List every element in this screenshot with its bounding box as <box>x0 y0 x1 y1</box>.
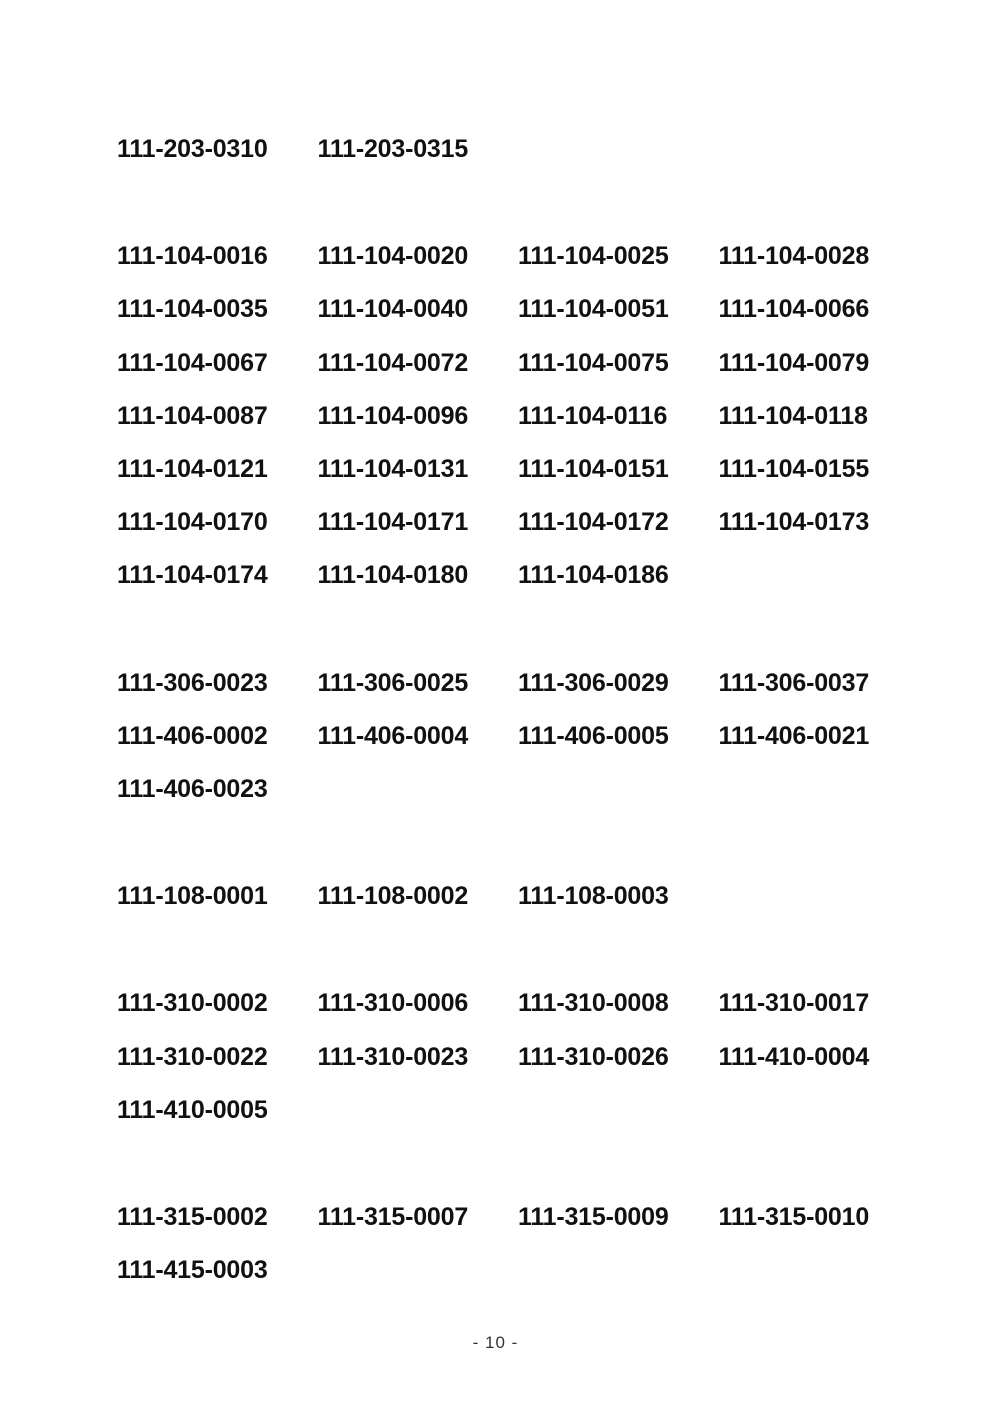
number-row <box>117 496 937 549</box>
reference-number: 111-306-0037 <box>718 668 870 697</box>
reference-number: 111-306-0025 <box>317 668 469 697</box>
reference-number: 111-406-0023 <box>117 774 268 803</box>
reference-number: 111-104-0118 <box>718 401 868 430</box>
reference-number: 111-306-0023 <box>117 668 268 697</box>
number-row <box>117 390 937 443</box>
reference-number: 111-104-0096 <box>317 401 469 430</box>
reference-number: 111-104-0151 <box>518 455 669 484</box>
page-number: - 10 - <box>472 1333 519 1352</box>
reference-number: 111-104-0172 <box>518 508 669 537</box>
number-row <box>117 549 937 602</box>
reference-number: 111-310-0026 <box>518 1042 669 1071</box>
reference-number: 111-108-0002 <box>317 882 469 911</box>
number-row <box>117 977 937 1030</box>
reference-number: 111-410-0005 <box>117 1095 268 1124</box>
reference-number: 111-104-0067 <box>117 348 268 377</box>
reference-number: 111-315-0002 <box>117 1202 268 1231</box>
reference-number: 111-310-0023 <box>317 1042 469 1071</box>
reference-number: 111-310-0002 <box>117 989 268 1018</box>
number-row <box>117 1191 937 1244</box>
reference-number: 111-104-0051 <box>518 295 669 324</box>
reference-number: 111-415-0003 <box>117 1256 268 1285</box>
reference-number: 111-203-0315 <box>317 135 469 164</box>
reference-number: 111-310-0022 <box>117 1042 268 1071</box>
reference-number: 111-315-0007 <box>317 1202 469 1231</box>
reference-number: 111-104-0016 <box>117 242 268 271</box>
number-group <box>117 657 937 817</box>
reference-number: 111-310-0017 <box>718 989 870 1018</box>
reference-number: 111-104-0028 <box>718 242 870 271</box>
reference-number: 111-104-0072 <box>317 348 469 377</box>
number-group <box>117 230 937 602</box>
reference-number: 111-104-0155 <box>718 455 870 484</box>
reference-number: 111-315-0009 <box>518 1202 669 1231</box>
reference-number: 111-104-0025 <box>518 242 669 271</box>
number-group <box>117 977 937 1137</box>
number-row <box>117 230 937 283</box>
number-row <box>117 870 937 923</box>
reference-number: 111-104-0170 <box>117 508 268 537</box>
number-row <box>117 283 937 336</box>
reference-number: 111-310-0006 <box>317 989 469 1018</box>
reference-number: 111-108-0001 <box>117 882 268 911</box>
reference-number: 111-104-0079 <box>718 348 870 377</box>
reference-number: 111-104-0171 <box>317 508 469 537</box>
reference-number: 111-410-0004 <box>718 1042 870 1071</box>
reference-number: 111-104-0180 <box>317 561 469 590</box>
number-row <box>117 123 937 176</box>
reference-number: 111-406-0005 <box>518 721 669 750</box>
reference-number: 111-104-0173 <box>718 508 870 537</box>
reference-number: 111-104-0040 <box>317 295 469 324</box>
reference-number: 111-315-0010 <box>718 1202 870 1231</box>
reference-number: 111-406-0002 <box>117 721 268 750</box>
number-row <box>117 337 937 390</box>
reference-number: 111-104-0116 <box>518 401 668 430</box>
reference-number: 111-104-0131 <box>317 455 469 484</box>
reference-number: 111-104-0075 <box>518 348 669 377</box>
reference-number: 111-406-0021 <box>718 721 870 750</box>
reference-number: 111-104-0087 <box>117 401 268 430</box>
number-row <box>117 1244 937 1297</box>
number-row <box>117 763 937 816</box>
reference-number: 111-104-0020 <box>317 242 469 271</box>
number-group <box>117 1191 937 1297</box>
reference-number: 111-104-0035 <box>117 295 268 324</box>
number-row <box>117 710 937 763</box>
number-row <box>117 443 937 496</box>
reference-number: 111-310-0008 <box>518 989 669 1018</box>
number-list <box>117 123 937 1351</box>
reference-number: 111-104-0121 <box>117 455 268 484</box>
number-row <box>117 1084 937 1137</box>
reference-number: 111-406-0004 <box>317 721 469 750</box>
reference-number: 111-306-0029 <box>518 668 669 697</box>
reference-number: 111-203-0310 <box>117 135 268 164</box>
number-group <box>117 123 937 176</box>
reference-number: 111-104-0066 <box>718 295 870 324</box>
number-group <box>117 870 937 923</box>
reference-number: 111-104-0186 <box>518 561 669 590</box>
reference-number: 111-108-0003 <box>518 882 669 911</box>
number-row <box>117 657 937 710</box>
reference-number: 111-104-0174 <box>117 561 268 590</box>
number-row <box>117 1030 937 1083</box>
